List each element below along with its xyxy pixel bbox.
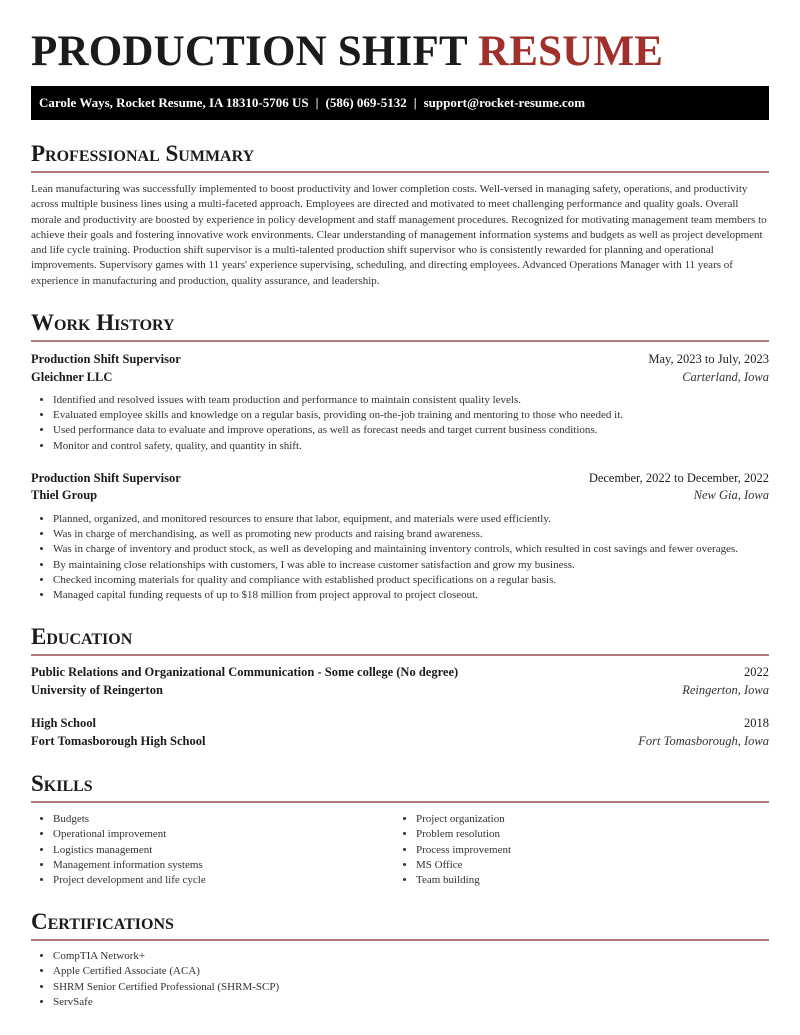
job-entry bbox=[31, 470, 769, 603]
skill-item: • Operational improvement bbox=[53, 827, 394, 842]
education-school: University of Reingerton bbox=[31, 682, 163, 697]
summary-text: Lean manufacturing was successfully implemented to boost productivity and lower completion costs. Well-versed in managing safety, operations, and productivity across multiple business lines using a multi-faceted approach. Employees are directed and motivated to meet challenging performance and quality goals. Overall morale and productivity are boosted by experience in policy development and staff management procedures. Recognized for motivating management team members to achieve their goals and fostering innovative work environments. Clear understanding of management information systems and budgets as well as project development and life cycle training. Production shift supervisor is a multi-talented production shift supervisor who is consistently rewarded for planning and operational improvements. Supervisory games with 11 years' experience supervising, scheduling, and directing employees. Advanced Operations Manager with 11 years of experience in manufacturing and production, quality assurance, and leadership. bbox=[31, 183, 767, 287]
education-list bbox=[31, 664, 769, 750]
job-dates: May, 2023 to July, 2023 bbox=[648, 352, 769, 367]
bullet-item: • Evaluated employee skills and knowledge on a regular basis, providing on-the-job training and mentoring to those who needed it. bbox=[53, 408, 769, 423]
bullet-item: • Checked incoming materials for quality and compliance with established product specifications on a regular basis. bbox=[53, 573, 769, 588]
job-header-row bbox=[31, 470, 769, 488]
bullet-item: • Was in charge of inventory and product stock, as well as developing and maintaining inventory controls, which resulted in cost savings and fewer overages. bbox=[53, 542, 769, 557]
certification-item: • ServSafe bbox=[53, 995, 769, 1010]
skill-item: • Process improvement bbox=[416, 843, 757, 858]
bullet-item: • Used performance data to evaluate and improve operations, as well as forecast needs and target current business conditions. bbox=[53, 423, 769, 438]
section-heading-education: Education bbox=[31, 623, 769, 656]
job-company: Thiel Group bbox=[31, 488, 98, 503]
section-heading-certifications: Certifications bbox=[31, 908, 769, 941]
job-company-row bbox=[31, 487, 769, 505]
skills-list-right bbox=[394, 812, 757, 888]
education-school-row bbox=[31, 733, 769, 751]
skill-item: • Management information systems bbox=[53, 858, 394, 873]
resume-title bbox=[31, 27, 769, 77]
job-company: Gleichner LLC bbox=[31, 369, 113, 384]
bullet-item: • By maintaining close relationships with customers, I was able to increase customer satisfaction and grow my business. bbox=[53, 558, 769, 573]
certification-item: • CompTIA Network+ bbox=[53, 949, 769, 964]
job-title: Production Shift Supervisor bbox=[31, 470, 181, 485]
separator: | bbox=[315, 95, 319, 110]
resume-page bbox=[31, 0, 769, 1010]
skill-item: • MS Office bbox=[416, 858, 757, 873]
education-location: Reingerton, Iowa bbox=[682, 682, 769, 697]
bullet-item: • Planned, organized, and monitored resources to ensure that labor, equipment, and materials were used efficiently. bbox=[53, 512, 769, 527]
education-degree: Public Relations and Organizational Communication - Some college (No degree) bbox=[31, 665, 459, 680]
section-heading-work: Work History bbox=[31, 309, 769, 342]
job-location: Carterland, Iowa bbox=[682, 369, 769, 384]
skill-item: • Problem resolution bbox=[416, 827, 757, 842]
skill-item: • Project organization bbox=[416, 812, 757, 827]
education-degree: High School bbox=[31, 716, 96, 731]
skill-item: • Team building bbox=[416, 873, 757, 888]
bullet-item: • Managed capital funding requests of up to $18 million from project approval to project closeout. bbox=[53, 588, 769, 603]
certification-item: • SHRM Senior Certified Professional (SHRM-SCP) bbox=[53, 980, 769, 995]
section-heading-summary: Professional Summary bbox=[31, 140, 769, 173]
bullet-item: • Monitor and control safety, quality, and quantity in shift. bbox=[53, 439, 769, 454]
work-history-list bbox=[31, 351, 769, 603]
certifications-list bbox=[31, 949, 769, 1010]
job-header-row bbox=[31, 351, 769, 369]
section-heading-skills: Skills bbox=[31, 770, 769, 803]
education-degree-row bbox=[31, 664, 769, 682]
bullet-item: • Was in charge of merchandising, as well as promoting new products and raising brand awareness. bbox=[53, 527, 769, 542]
education-school: Fort Tomasborough High School bbox=[31, 733, 206, 748]
contact-phone: (586) 069-5132 bbox=[325, 95, 407, 110]
education-degree-row bbox=[31, 715, 769, 733]
job-entry bbox=[31, 351, 769, 454]
job-dates: December, 2022 to December, 2022 bbox=[588, 470, 769, 485]
education-school-row bbox=[31, 682, 769, 700]
job-bullets bbox=[31, 512, 769, 603]
title-main: PRODUCTION SHIFT bbox=[31, 28, 468, 75]
skill-item: • Project development and life cycle bbox=[53, 873, 394, 888]
job-company-row bbox=[31, 369, 769, 387]
bullet-item: • Identified and resolved issues with team production and performance to maintain consistent quality levels. bbox=[53, 393, 769, 408]
skill-item: • Budgets bbox=[53, 812, 394, 827]
title-accent: RESUME bbox=[478, 28, 664, 75]
certification-item: • Apple Certified Associate (ACA) bbox=[53, 964, 769, 979]
education-year: 2018 bbox=[744, 716, 769, 731]
job-location: New Gia, Iowa bbox=[693, 488, 769, 503]
education-location: Fort Tomasborough, Iowa bbox=[638, 733, 769, 748]
job-title: Production Shift Supervisor bbox=[31, 352, 181, 367]
job-bullets bbox=[31, 393, 769, 454]
separator: | bbox=[413, 95, 417, 110]
skills-list-left bbox=[31, 812, 394, 888]
contact-bar bbox=[31, 86, 769, 120]
education-year: 2022 bbox=[744, 665, 769, 680]
contact-address: Carole Ways, Rocket Resume, IA 18310-5706 US bbox=[39, 95, 309, 110]
education-entry bbox=[31, 664, 769, 699]
skills-columns bbox=[31, 804, 769, 888]
skill-item: • Logistics management bbox=[53, 843, 394, 858]
contact-email[interactable]: support@rocket-resume.com bbox=[423, 95, 586, 110]
education-entry bbox=[31, 715, 769, 750]
